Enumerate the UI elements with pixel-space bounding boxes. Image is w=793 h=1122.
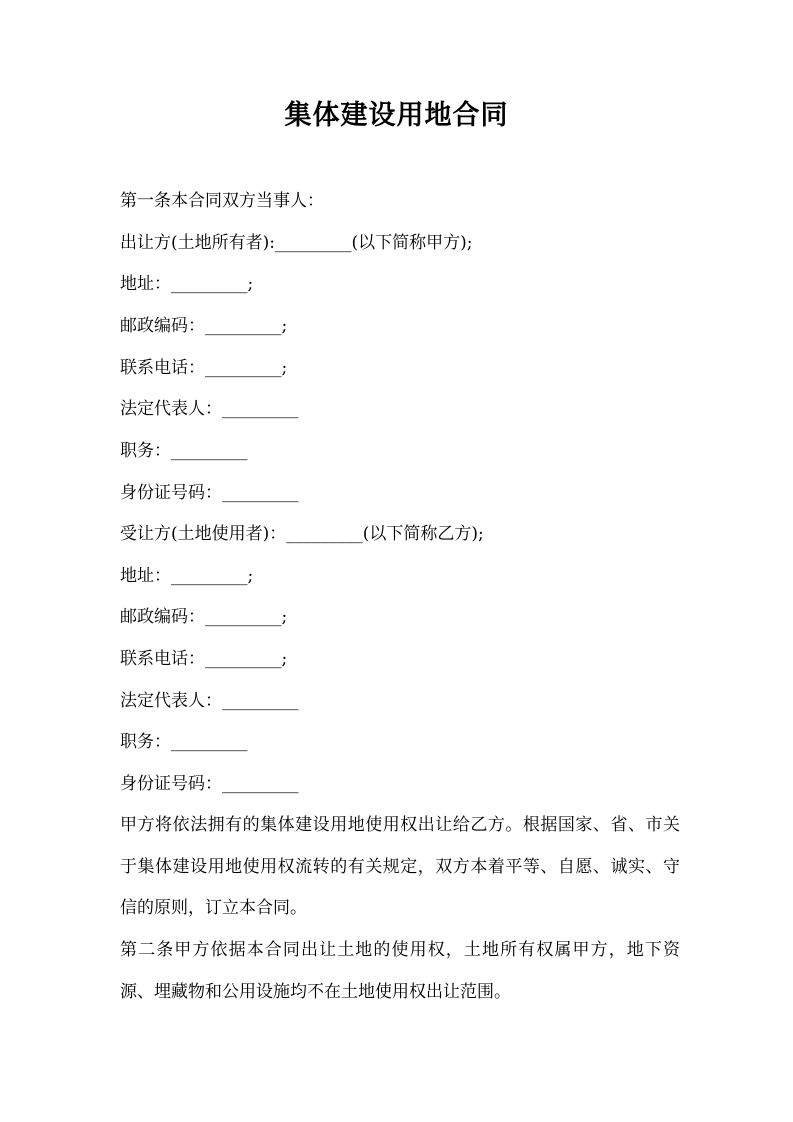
- transferee-address-line: 地址：_________;: [120, 566, 254, 586]
- transferor-postcode-line: 邮政编码：_________;: [120, 316, 288, 336]
- article-1-heading: 第一条本合同双方当事人：: [120, 191, 324, 211]
- transferor-legal-rep-line: 法定代表人：_________: [120, 399, 299, 419]
- transferee-phone-line: 联系电话：_________;: [120, 649, 288, 669]
- transferee-legal-rep-line: 法定代表人：_________: [120, 691, 299, 711]
- transferee-postcode-line: 邮政编码：_________;: [120, 607, 288, 627]
- transferee-line: 受让方(土地使用者)：_________(以下简称乙方);: [120, 524, 484, 544]
- transferee-id-number-line: 身份证号码：_________: [120, 774, 299, 794]
- transferor-position-line: 职务：_________: [120, 441, 248, 461]
- document-title: 集体建设用地合同: [284, 100, 509, 131]
- transferor-phone-line: 联系电话：_________;: [120, 358, 288, 378]
- transferee-position-line: 职务：_________: [120, 732, 248, 752]
- transferor-line: 出让方(土地所有者):_________(以下简称甲方);: [120, 233, 473, 253]
- transferor-id-number-line: 身份证号码：_________: [120, 483, 299, 503]
- transfer-purpose-paragraph: 甲方将依法拥有的集体建设用地使用权出让给乙方。根据国家、省、市关于集体建设用地使用权流转的有关规定，双方本着平等、自愿、诚实、守信的原则，订立本合同。: [120, 815, 680, 918]
- article-2-paragraph: 第二条甲方依据本合同出让土地的使用权，土地所有权属甲方，地下资源、埋藏物和公用设施均不在土地使用权出让范围。: [120, 940, 680, 1002]
- transferor-address-line: 地址：_________;: [120, 274, 254, 294]
